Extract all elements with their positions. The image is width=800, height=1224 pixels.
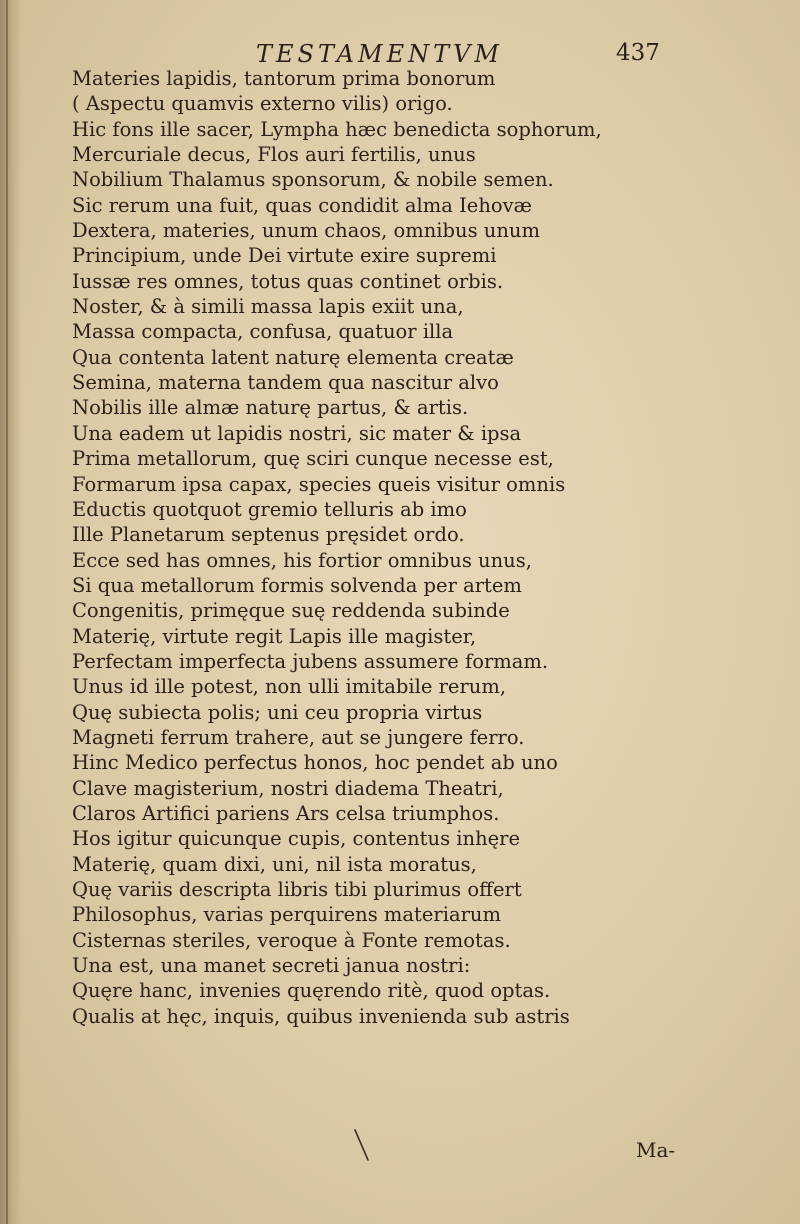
page-gutter (0, 0, 22, 1224)
verse-line: Una eadem ut lapidis nostri, sic mater & ipsa (72, 421, 522, 445)
verse-line: Qualis at hęc, inquis, quibus invenienda sub astris (72, 1004, 570, 1028)
verse-line: Philosophus, varias perquirens materiarum (72, 903, 501, 927)
running-title: TESTAMENTVM (256, 40, 504, 68)
verse-line: Magneti ferrum trahere, aut se jungere ferro. (72, 725, 525, 749)
verse-line: Materię, virtute regit Lapis ille magister, (72, 624, 477, 648)
verse-line: Clave magisterium, nostri diadema Theatri, (72, 776, 504, 800)
verse-line: Qua contenta latent naturę elementa creatæ (72, 345, 514, 369)
verse-line: Prima metallorum, quę sciri cunque necesse est, (72, 447, 554, 471)
gutter-edge-line (6, 0, 8, 1224)
verse-line: Quę variis descripta libris tibi plurimus offert (72, 878, 522, 901)
verse-line: Si qua metallorum formis solvenda per artem (72, 573, 522, 597)
verse-line: Semina, materna tandem qua nascitur alvo (72, 371, 499, 395)
catchword: Ma- (636, 1138, 676, 1162)
verse-line: Materies lapidis, tantorum prima bonorum (72, 67, 496, 90)
verse-line: Sic rerum una fuit, quas condidit alma Iehovæ (72, 193, 532, 217)
verse-line: Mercuriale decus, Flos auri fertilis, unus (72, 143, 476, 167)
verse-line: Quęre hanc, invenies quęrendo ritè, quod optas. (72, 979, 551, 1003)
verse-line: Perfectam imperfecta jubens assumere formam. (72, 649, 549, 673)
verse-line: Hic fons ille sacer, Lympha hæc benedicta sophorum, (72, 117, 602, 141)
verse-line: Claros Artifici pariens Ars celsa triumphos. (72, 801, 500, 825)
verse-line: Principium, unde Dei virtute exire supremi (72, 244, 497, 268)
verse-line: Materię, quam dixi, uni, nil ista moratus, (72, 852, 477, 876)
verse-line: Cisternas steriles, veroque à Fonte remotas. (72, 928, 511, 952)
verse-line: Formarum ipsa capax, species queis visitur omnis (72, 472, 566, 496)
verse-line: Congenitis, primęque suę reddenda subinde (72, 599, 510, 623)
verse-line: Noster, & à simili massa lapis exiit una, (72, 295, 464, 319)
verse-line: Massa compacta, confusa, quatuor illa (72, 320, 454, 344)
verse-line: ( Aspectu quamvis externo vilis) origo. (72, 92, 453, 116)
verse-line: Hos igitur quicunque cupis, contentus inhęre (72, 827, 521, 851)
verse-line: Iussæ res omnes, totus quas continet orbis. (72, 269, 504, 293)
stray-ink-mark (352, 1128, 382, 1164)
verse-line: Una est, una manet secreti janua nostri: (72, 954, 471, 978)
verse-line: Quę subiecta polis; uni ceu propria virtus (72, 700, 483, 724)
verse-line: Eductis quotquot gremio telluris ab imo (72, 497, 467, 521)
verse-line: Unus id ille potest, non ulli imitabile rerum, (72, 675, 507, 699)
verse-body (72, 66, 772, 1029)
verse-line: Hinc Medico perfectus honos, hoc pendet ab uno (72, 751, 558, 775)
verse-line: Ille Planetarum septenus pręsidet ordo. (72, 523, 465, 547)
verse-line: Ecce sed has omnes, his fortior omnibus unus, (72, 548, 532, 572)
verse-line: Nobilis ille almæ naturę partus, & artis. (72, 396, 469, 420)
page-number: 437 (616, 40, 660, 66)
verse-line: Nobilium Thalamus sponsorum, & nobile semen. (72, 168, 554, 192)
verse-line: Dextera, materies, unum chaos, omnibus unum (72, 219, 540, 243)
